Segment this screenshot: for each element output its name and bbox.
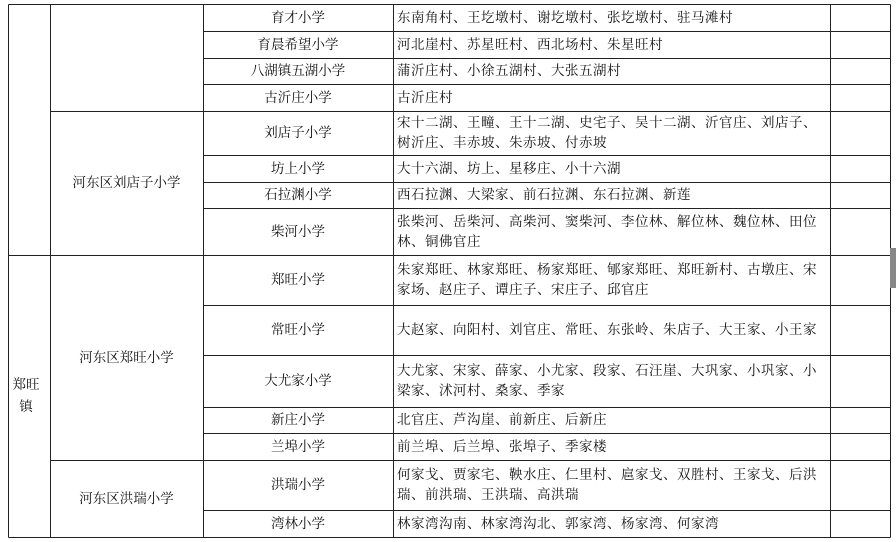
- school-name-cell: 育才小学: [271, 9, 325, 26]
- villages-cell: 西石拉渊、大梁家、前石拉渊、东石拉渊、新莲: [397, 187, 691, 203]
- district-school-cell: 河东区郑旺小学: [79, 349, 174, 366]
- school-name-cell: 柴河小学: [271, 223, 325, 240]
- villages-cell: 蒲沂庄村、小徐五湖村、大张五湖村: [397, 63, 621, 79]
- district-school-cell: 河东区刘店子小学: [72, 175, 181, 191]
- school-name-cell: 兰埠小学: [271, 438, 325, 455]
- villages-cell: 河北崖村、苏星旺村、西北场村、朱星旺村: [397, 36, 663, 53]
- villages-cell: 何家戈、贾家宅、鞅水庄、仁里村、扈家戈、双胜村、王家戈、后洪瑞、前洪瑞、王洪瑞、高洪瑞: [397, 467, 817, 503]
- school-name-cell: 坊上小学: [271, 160, 325, 177]
- villages-cell: 古沂庄村: [397, 89, 453, 106]
- villages-cell: 朱家郑旺、林家郑旺、杨家郑旺、郇家郑旺、郑旺新村、古墩庄、宋家场、赵庄子、谭庄子、宋庄子、邱官庄: [397, 262, 817, 298]
- school-name-cell: 大尤家小学: [264, 373, 332, 389]
- villages-cell: 林家湾沟南、林家湾沟北、郭家湾、杨家湾、何家湾: [397, 515, 719, 532]
- villages-cell: 张柴河、岳柴河、高柴河、窦柴河、李位林、解位林、魏位林、田位林、铜佛官庄: [397, 213, 817, 250]
- school-name-cell: 刘店子小学: [264, 125, 332, 141]
- school-name-cell: 育晨希望小学: [257, 36, 339, 53]
- school-name-cell: 湾林小学: [271, 515, 325, 532]
- villages-cell: 北官庄、芦沟崖、前新庄、后新庄: [397, 412, 607, 428]
- district-school-cell: 河东区洪瑞小学: [79, 490, 174, 507]
- scrollbar-thumb[interactable]: [890, 248, 896, 288]
- school-name-cell: 常旺小学: [271, 322, 325, 338]
- villages-cell: 大十六湖、坊上、星移庄、小十六湖: [397, 160, 621, 177]
- school-name-cell: 郑旺小学: [271, 272, 325, 288]
- town-cell: 郑旺镇: [12, 377, 40, 415]
- school-name-cell: 古沂庄小学: [264, 89, 332, 106]
- villages-cell: 东南角村、王圪墩村、谢圪墩村、张圪墩村、驻马滩村: [397, 9, 733, 26]
- school-name-cell: 新庄小学: [271, 412, 325, 428]
- villages-cell: 前兰埠、后兰埠、张埠子、季家楼: [397, 438, 607, 455]
- school-name-cell: 石拉渊小学: [264, 187, 332, 203]
- school-name-cell: 八湖镇五湖小学: [250, 63, 346, 79]
- villages-cell: 大尤家、宋家、薛家、小尤家、段家、石汪崖、大巩家、小巩家、小梁家、沭河村、桑家、季家: [397, 363, 817, 399]
- villages-cell: 大赵家、向阳村、刘官庄、常旺、东张岭、朱店子、大王家、小王家: [397, 322, 817, 338]
- school-name-cell: 洪瑞小学: [271, 477, 325, 493]
- villages-cell: 宋十二湖、王疃、王十二湖、史宅子、吴十二湖、沂官庄、刘店子、树沂庄、丰赤坡、朱赤坡、付赤坡: [397, 115, 817, 151]
